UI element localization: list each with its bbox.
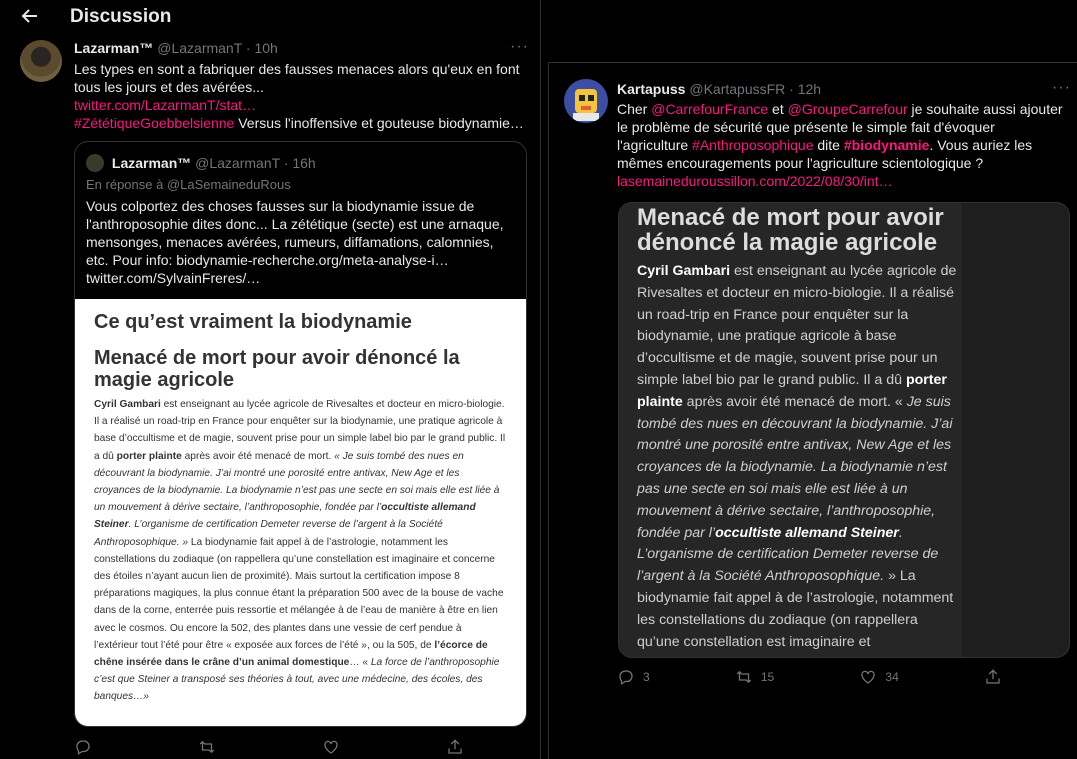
article-title: Ce qu’est vraiment la biodynamie: [94, 311, 412, 333]
quoted-tweet[interactable]: [74, 141, 527, 727]
article-p1-bold: porter plainte: [637, 371, 947, 410]
reply-context: En réponse à @LaSemaineduRous: [86, 177, 291, 192]
article-p2-bold: l’écorce de chêne insérée dans le crâne d’un animal domestique: [94, 639, 488, 669]
article-p1-end: après avoir été menacé de mort.: [181, 450, 332, 462]
article-image[interactable]: [75, 299, 527, 727]
tweet-header: [617, 81, 821, 97]
author-handle[interactable]: @KartapussFR: [689, 81, 786, 97]
heart-icon: [322, 738, 340, 756]
heart-icon: [859, 668, 877, 686]
reply-button[interactable]: [74, 738, 92, 756]
page-title: Discussion: [70, 6, 172, 27]
retweet-icon: [735, 668, 753, 686]
tweet-body-2: Versus l'inoffensive et gouteuse biodynamie…: [234, 115, 524, 131]
tweet-link[interactable]: lasemaineduroussillon.com/2022/08/30/int…: [617, 173, 893, 189]
quote-header: [86, 154, 316, 172]
article-image[interactable]: [618, 202, 1070, 658]
article-title: Menacé de mort pour avoir dénoncé la magie agricole: [637, 204, 944, 256]
text-part: . Vous auriez les mêmes encouragements pour l'agriculture scientologique ?: [617, 137, 1033, 171]
more-icon[interactable]: ···: [510, 38, 529, 55]
header: [0, 0, 540, 34]
share-button[interactable]: [446, 738, 464, 756]
text-part: je souhaite aussi ajouter le problème de sécurité que présente le simple fait d'évoquer l'agriculture: [617, 101, 1063, 153]
left-tweet-actions: [74, 738, 464, 756]
reply-count: 3: [643, 670, 650, 684]
article-p1-bold: porter plainte: [116, 450, 182, 462]
tweet-actions: [617, 668, 1002, 686]
mention-carrefour-france[interactable]: @CarrefourFrance: [651, 101, 769, 117]
reply-icon: [617, 668, 635, 686]
retweet-count: 15: [760, 670, 775, 684]
tweet-text: [617, 100, 1067, 190]
text-part: dite: [813, 137, 844, 153]
like-button[interactable]: [859, 668, 898, 686]
article-quote1: « Je suis tombé des nues en découvrant la biodynamie. J’ai montré une porosité entre antivax, New Age et les croyances de la biodynamie. La biodynamie n’est pas une secte en soi mais elle est liée à un mouvement à dérive sectaire, l’anthroposophie, fondée par l’: [94, 450, 500, 514]
article-p1: est enseignant au lycée agricole de Rivesaltes et docteur en micro-biologie. Il a réalisé un road-trip en France pour enquêter sur la biodynamie, une pratique agricole à base d’occultisme et de magie, souvent prise pour un simple label bio par le grand public. Il a dû: [637, 263, 957, 388]
quote-author-handle: @LazarmanT: [195, 155, 280, 171]
tweet-time[interactable]: · 12h: [789, 81, 822, 97]
tweet-body: Les types en sont a fabriquer des fausses menaces alors qu'eux en font tous les jours et des avérées...: [74, 61, 520, 95]
article-quote1-bold: occultiste allemand Steiner: [94, 502, 476, 531]
article-p2: La biodynamie fait appel à de l’astrologie, notamment les constellations du zodiaque (on rappellera qu’une constellation est imaginaire et concerne des étoiles n’ayant aucun lien de proximité). Mais surtout la certification impose 8 préparations magiques, la plus connue étant la préparation 500 avec de la bouse de vache dans de la corne, enterrée puis ressortie et mélangée à de l’eau de manière à être en lien avec le cosmos. Ou encore la 502, des plantes dans une vessie de cerf pendue à l’extérieur tout l’été pour être « exposée aux forces de l’été », ou la 505, de: [94, 536, 504, 651]
tweet-header: [74, 40, 278, 56]
article-quote1: Je suis tombé des nues en découvrant la biodynamie. J’ai montré une porosité entre antivax, New Age et les croyances de la biodynamie. La biodynamie n’est pas une secte en soi mais elle est liée à un mouvement à dérive sectaire, l’anthroposophie, fondée par l’: [637, 393, 953, 541]
quote-avatar: [86, 154, 104, 172]
article-quote1-end: . L’organisme de certification Demeter reverse de l’argent à la Société Anthroposophique.: [637, 524, 939, 585]
article-body: [94, 396, 506, 706]
article-person: Cyril Gambari: [637, 263, 731, 279]
retweet-button[interactable]: [735, 668, 774, 686]
avatar[interactable]: [564, 79, 608, 123]
author-handle[interactable]: @LazarmanT: [157, 40, 243, 56]
more-icon[interactable]: ···: [1052, 79, 1071, 96]
mention-groupe-carrefour[interactable]: @GroupeCarrefour: [787, 101, 908, 117]
retweet-icon: [198, 738, 216, 756]
quote-text: Vous colportez des choses fausses sur la biodynamie issue de l'anthroposophie dites donc... La zététique (secte) est une arnaque, mensonges, menaces avérées, rumeurs, diffamations, calomnies, etc. Pour info: biodynamie-recherche.org/meta-analyse-i… twitter.com/SylvainFreres/…: [86, 198, 504, 286]
hashtag[interactable]: #biodynamie: [843, 137, 930, 153]
hashtag[interactable]: #Anthroposophique: [692, 137, 814, 153]
retweet-button[interactable]: [198, 738, 216, 756]
article-body: [637, 261, 959, 653]
article-p1: est enseignant au lycée agricole de Rivesaltes et docteur en micro-biologie. Il a réalisé un road-trip en France pour enquêter sur la biodynamie, une pratique agricole à base d’occultisme et de magie, souvent prise pour un simple label bio par le grand public. Il a dû: [94, 399, 506, 462]
reply-icon: [74, 738, 92, 756]
reply-button[interactable]: [617, 668, 650, 686]
author-name[interactable]: Lazarman™: [74, 40, 154, 56]
tweet-text: [74, 60, 524, 132]
hashtag[interactable]: #ZététiqueGoebbelsienne: [74, 115, 235, 131]
like-count: 34: [885, 670, 899, 684]
article-quote1-end: . L’organisme de certification Demeter reverse de l’argent à la Société Anthroposophique. »: [94, 519, 443, 548]
back-arrow-icon[interactable]: [20, 6, 40, 26]
tweet-time[interactable]: · 10h: [245, 40, 278, 56]
article-subtitle: Menacé de mort pour avoir dénoncé la magie agricole: [94, 347, 460, 391]
article-quote1-bold: occultiste allemand Steiner: [715, 524, 899, 541]
quote-time: · 16h: [283, 155, 316, 171]
text-part: et: [768, 101, 788, 117]
article-panel: [619, 203, 962, 658]
author-name[interactable]: Kartapuss: [617, 81, 686, 97]
article-person: Cyril Gambari: [94, 399, 161, 410]
article-quote2: La force de l’anthroposophie c’est que Steiner a transposé ses théories à tout, avec une médecine, des écoles, des banques…»: [94, 657, 500, 703]
tweet-link[interactable]: twitter.com/LazarmanT/stat…: [74, 97, 257, 113]
like-button[interactable]: [322, 738, 340, 756]
article-p2-end: … «: [349, 657, 371, 669]
avatar[interactable]: [20, 40, 62, 82]
share-icon: [446, 738, 464, 756]
article-p1-end: après avoir été menacé de mort. «: [682, 393, 907, 410]
text-part: Cher: [617, 101, 652, 117]
tweet-pane: [548, 62, 1077, 759]
quote-author-name: Lazarman™: [111, 155, 192, 171]
share-button[interactable]: [984, 668, 1002, 686]
article-p2: » La biodynamie fait appel à de l’astrologie, notamment les constellations du zodiaque (on rappellera qu’une constellation est imaginaire et: [637, 568, 954, 650]
share-icon: [984, 668, 1002, 686]
